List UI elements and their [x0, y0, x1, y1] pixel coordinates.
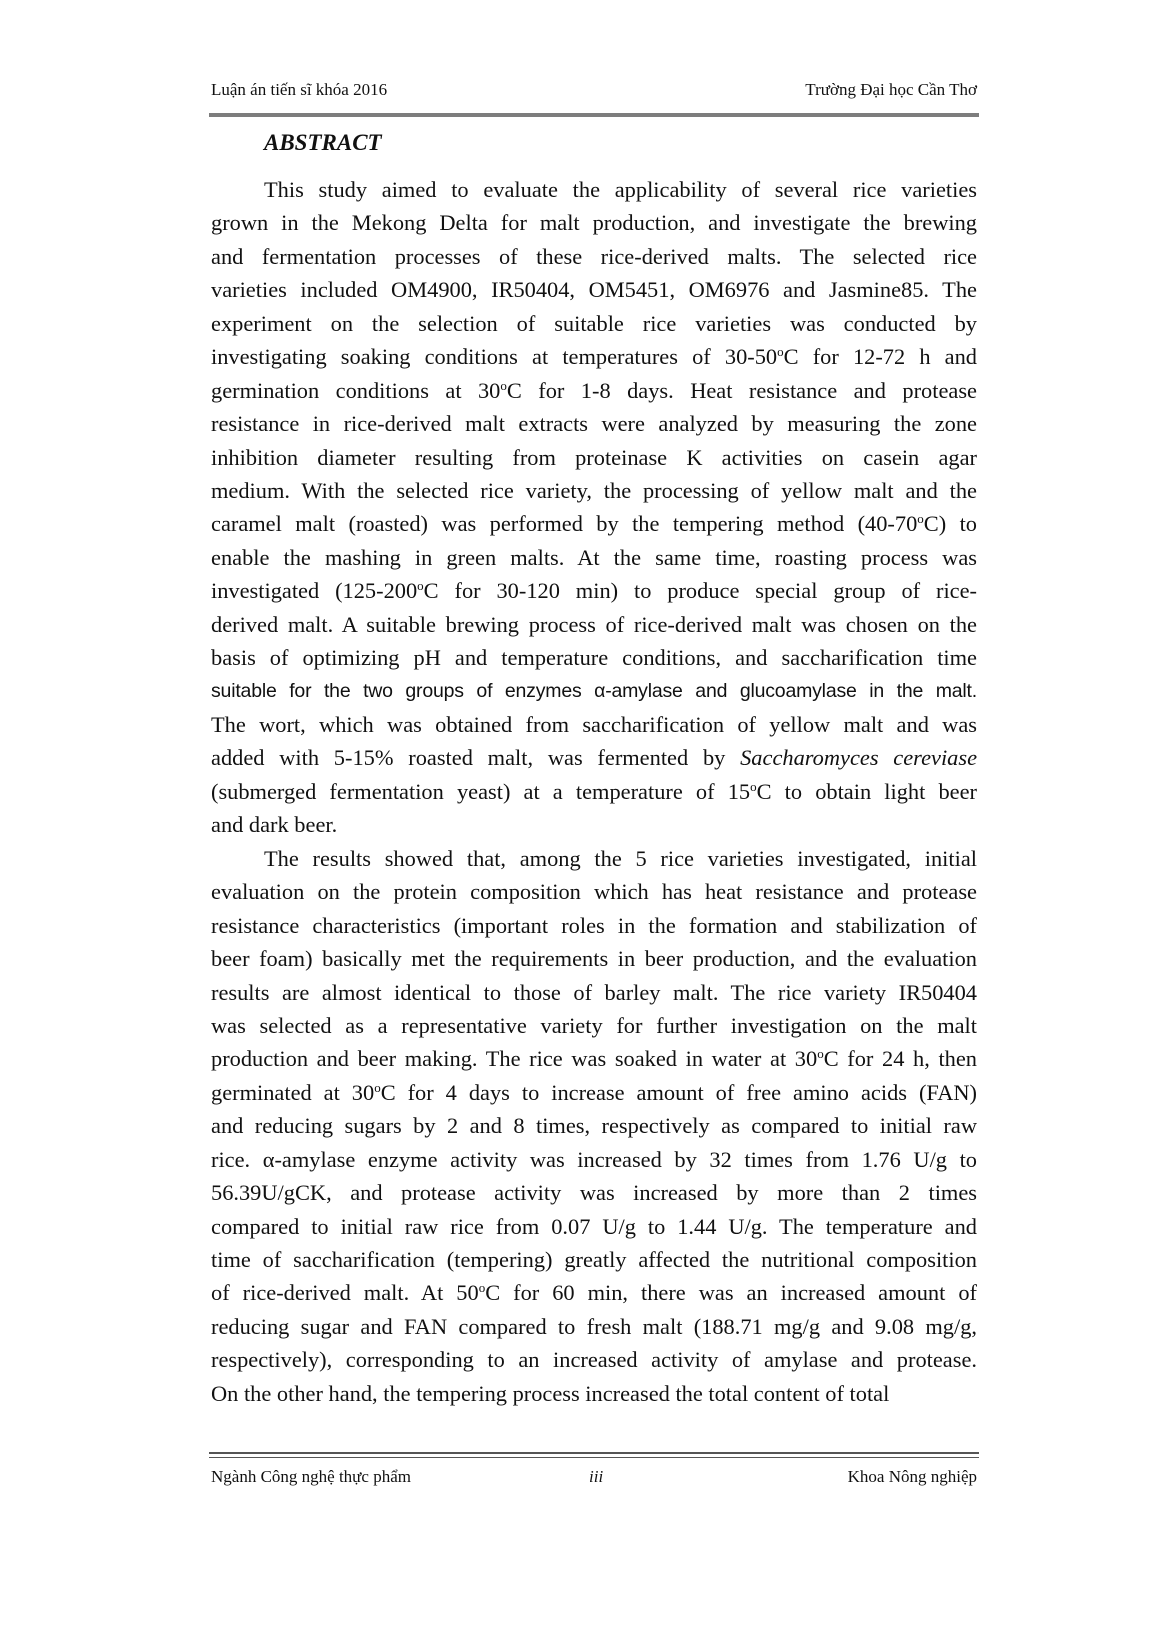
text-line: germinated at 30$^o$C for 4 days to increase amount of free amino acids (FAN): [211, 1079, 977, 1105]
page-header: [211, 76, 977, 106]
footer-divider: [209, 1452, 979, 1454]
text-line: of rice-derived malt. At 50$^o$C for 60 min, there was an increased amount of: [211, 1280, 977, 1306]
footer-divider-secondary: [209, 1457, 979, 1458]
section-title: ABSTRACT: [264, 130, 382, 155]
text-line: caramel malt (roasted) was performed by the tempering method (40-70$^o$C) to: [211, 511, 977, 537]
text-line: experiment on the selection of suitable rice varieties was conducted by: [211, 310, 977, 336]
page-footer: [211, 1463, 977, 1493]
page-number: iii: [589, 1467, 604, 1486]
text-line: results are almost identical to those of barley malt. The rice variety IR50404: [211, 979, 977, 1005]
abstract-body: [211, 173, 977, 1410]
text-line: germination conditions at 30$^o$C for 1-8 days. Heat resistance and protease: [211, 377, 977, 403]
text-line: derived malt. A suitable brewing process of rice-derived malt was chosen on the: [211, 611, 977, 637]
text-line: 56.39U/gCK, and protease activity was increased by more than 2 times: [211, 1180, 977, 1206]
header-university: Trường Đại học Cần Thơ: [805, 80, 977, 99]
text-line: compared to initial raw rice from 0.07 U/g to 1.44 U/g. The temperature and: [211, 1213, 977, 1239]
text-line: rice. α-amylase enzyme activity was increased by 32 times from 1.76 U/g to: [211, 1146, 977, 1172]
text-line: was selected as a representative variety for further investigation on the malt: [211, 1012, 977, 1038]
text-line: (submerged fermentation yeast) at a temperature of 15$^o$C to obtain light beer: [211, 778, 977, 804]
text-line: This study aimed to evaluate the applicability of several rice varieties: [264, 177, 977, 202]
text-line: added with 5-15% roasted malt, was fermented by Saccharomyces cereviase: [211, 745, 978, 771]
text-line: respectively), corresponding to an increased activity of amylase and protease.: [211, 1347, 977, 1373]
text-line: medium. With the selected rice variety, the processing of yellow malt and the: [211, 477, 977, 503]
text-line: investigating soaking conditions at temperatures of 30-50$^o$C for 12-72 h and: [211, 344, 977, 370]
degree-superscript: o: [478, 1280, 486, 1296]
text-line: varieties included OM4900, IR50404, OM5451, OM6976 and Jasmine85. The: [211, 277, 977, 303]
degree-superscript: o: [777, 344, 784, 360]
degree-superscript: o: [817, 1046, 824, 1062]
degree-superscript: o: [374, 1079, 381, 1095]
text-line: The wort, which was obtained from saccharification of yellow malt and was: [211, 712, 977, 737]
text-line: time of saccharification (tempering) greatly affected the nutritional composition: [211, 1247, 977, 1272]
text-line: The results showed that, among the 5 rice varieties investigated, initial: [264, 845, 977, 871]
text-line: grown in the Mekong Delta for malt production, and investigate the brewing: [211, 210, 977, 236]
footer-department: Ngành Công nghệ thực phẩm: [211, 1467, 411, 1486]
degree-superscript: o: [417, 578, 424, 594]
degree-superscript: o: [750, 778, 757, 794]
text-line: and reducing sugars by 2 and 8 times, respectively as compared to initial raw: [211, 1113, 977, 1139]
text-line: beer foam) basically met the requirements in beer production, and the evaluation: [211, 946, 977, 972]
degree-superscript: o: [500, 377, 507, 393]
text-line: basis of optimizing pH and temperature conditions, and saccharification time: [211, 645, 977, 671]
text-line: inhibition diameter resulting from proteinase K activities on casein agar: [211, 444, 977, 470]
text-line: resistance in rice-derived malt extracts were analyzed by measuring the zone: [211, 411, 977, 437]
text-line: and dark beer.: [211, 812, 338, 838]
species-name: Saccharomyces cereviase: [740, 745, 978, 771]
text-line: suitable for the two groups of enzymes α-amylase and glucoamylase in the malt.: [211, 679, 977, 702]
text-line: enable the mashing in green malts. At the same time, roasting process was: [211, 544, 977, 570]
text-line: evaluation on the protein composition which has heat resistance and protease: [211, 879, 977, 905]
paragraph: [211, 173, 977, 842]
text-line: production and beer making. The rice was soaked in water at 30$^o$C for 24 h, then: [211, 1046, 977, 1072]
degree-superscript: o: [917, 511, 924, 527]
header-divider: [209, 113, 979, 117]
footer-faculty: Khoa Nông nghiệp: [847, 1467, 977, 1486]
text-line: and fermentation processes of these rice-derived malts. The selected rice: [211, 243, 977, 269]
header-thesis-label: Luận án tiến sĩ khóa 2016: [211, 80, 388, 99]
paragraph: [211, 842, 977, 1410]
text-line: resistance characteristics (important roles in the formation and stabilization of: [211, 912, 977, 938]
text-line: investigated (125-200$^o$C for 30-120 min) to produce special group of rice-: [211, 578, 977, 604]
text-line: On the other hand, the tempering process increased the total content of total: [211, 1380, 890, 1406]
text-line: reducing sugar and FAN compared to fresh malt (188.71 mg/g and 9.08 mg/g,: [211, 1313, 977, 1339]
